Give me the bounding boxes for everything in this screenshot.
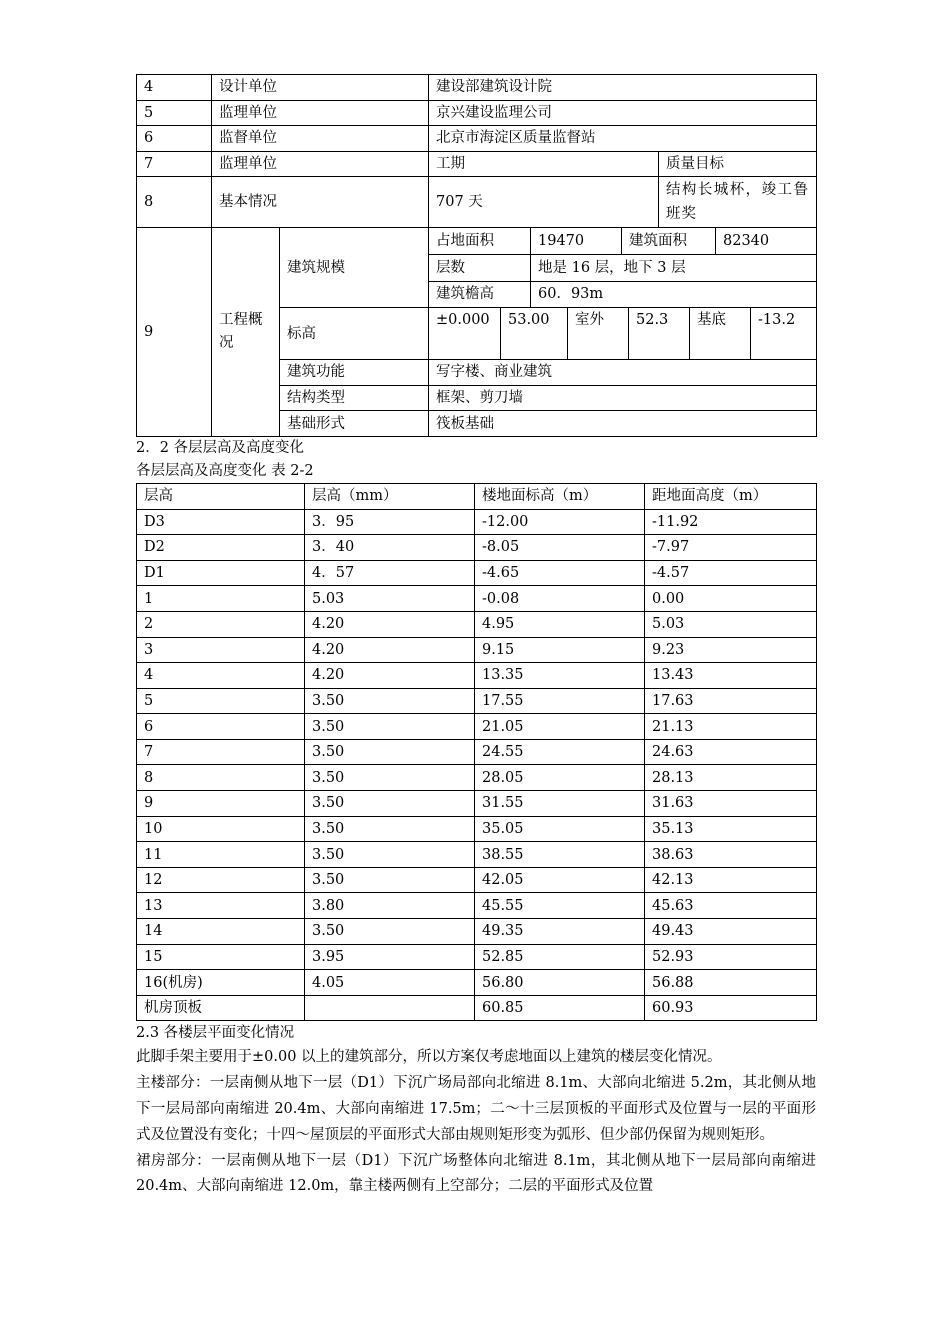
column-header: 层高（mm） xyxy=(305,483,475,509)
floor-height-table xyxy=(136,483,817,1021)
row-item: 监理单位 xyxy=(212,100,429,126)
table-cell: 5 xyxy=(137,688,305,714)
table-cell: 5.03 xyxy=(645,611,817,637)
table-cell: 4.20 xyxy=(305,663,475,689)
floors-value: 地是 16 层，地下 3 层 xyxy=(538,259,686,276)
build-area-value: 82340 xyxy=(723,233,770,250)
table-cell: 6 xyxy=(137,714,305,740)
table-cell: 17.63 xyxy=(645,688,817,714)
row-number: 4 xyxy=(137,75,212,101)
table-cell: 9.23 xyxy=(645,637,817,663)
table-cell: 16(机房) xyxy=(137,970,305,996)
table-cell: 24.55 xyxy=(475,739,645,765)
row-number: 7 xyxy=(137,151,212,177)
scale-label: 建筑规模 xyxy=(280,228,429,308)
function-label: 建筑功能 xyxy=(280,360,429,386)
table-caption: 各层层高及高度变化 表 2-2 xyxy=(136,462,314,479)
eave-value: 60．93m xyxy=(538,286,604,303)
column-header: 距地面高度（m） xyxy=(645,483,817,509)
zero-value: 53.00 xyxy=(501,308,568,359)
table-row xyxy=(137,893,817,919)
table-cell: 2 xyxy=(137,611,305,637)
table-row xyxy=(137,100,817,126)
floor-height-rows xyxy=(137,509,817,1021)
table-row xyxy=(137,560,817,586)
table-cell: -4.57 xyxy=(645,560,817,586)
table-cell: 4 xyxy=(137,663,305,689)
table-cell: 3.50 xyxy=(305,919,475,945)
table-row xyxy=(137,944,817,970)
base-label: 基底 xyxy=(690,308,751,359)
table-cell: 60.85 xyxy=(475,995,645,1021)
table-cell: 3.95 xyxy=(305,944,475,970)
table-row xyxy=(137,663,817,689)
table-cell: 10 xyxy=(137,816,305,842)
table-cell: 3.50 xyxy=(305,842,475,868)
land-area-value: 19470 xyxy=(531,228,622,254)
table-cell: 3.50 xyxy=(305,739,475,765)
table-cell: 38.63 xyxy=(645,842,817,868)
table-cell: 38.55 xyxy=(475,842,645,868)
row-value: 京兴建设监理公司 xyxy=(429,100,817,126)
row-number: 8 xyxy=(137,177,212,228)
table-cell: 35.05 xyxy=(475,816,645,842)
table-row xyxy=(137,151,817,177)
table-row xyxy=(137,714,817,740)
table-cell: 13.35 xyxy=(475,663,645,689)
row-value: 结构长城杯，竣工鲁班奖 xyxy=(659,177,817,228)
table-cell: 机房顶板 xyxy=(137,995,305,1021)
table-cell: D1 xyxy=(137,560,305,586)
table-cell: 3.50 xyxy=(305,688,475,714)
row-value: 北京市海淀区质量监督站 xyxy=(429,126,817,152)
outdoor-label: 室外 xyxy=(568,308,629,359)
table-cell: 11 xyxy=(137,842,305,868)
table-cell: 3.50 xyxy=(305,714,475,740)
foundation-value: 筏板基础 xyxy=(429,411,817,437)
table-cell xyxy=(305,995,475,1021)
row-number: 6 xyxy=(137,126,212,152)
table-cell: 3．95 xyxy=(305,509,475,535)
table-cell: 5.03 xyxy=(305,586,475,612)
table-cell: 3.50 xyxy=(305,816,475,842)
column-header: 楼地面标高（m） xyxy=(475,483,645,509)
build-area-label: 建筑面积 xyxy=(622,228,716,254)
table-cell: 3.50 xyxy=(305,867,475,893)
table-cell: 49.35 xyxy=(475,919,645,945)
section-heading: 2.3 各楼层平面变化情况 xyxy=(136,1025,295,1042)
row-number: 9 xyxy=(137,228,212,437)
table-cell: 9 xyxy=(137,791,305,817)
table-row xyxy=(137,637,817,663)
table-cell: 31.63 xyxy=(645,791,817,817)
outdoor-value: 52.3 xyxy=(629,308,690,359)
table-cell: 8 xyxy=(137,765,305,791)
table-cell: 42.05 xyxy=(475,867,645,893)
row-number: 5 xyxy=(137,100,212,126)
table-cell: 31.55 xyxy=(475,791,645,817)
table-cell: 1 xyxy=(137,586,305,612)
table-row xyxy=(137,995,817,1021)
base-value: -13.2 xyxy=(758,312,796,329)
table-row xyxy=(137,867,817,893)
table-cell: 45.55 xyxy=(475,893,645,919)
table-cell: 12 xyxy=(137,867,305,893)
elevation-label: 标高 xyxy=(280,308,429,360)
table-cell: 56.80 xyxy=(475,970,645,996)
land-area-label: 占地面积 xyxy=(429,228,531,254)
table-row xyxy=(137,765,817,791)
table-row xyxy=(137,126,817,152)
row-item: 设计单位 xyxy=(212,75,429,101)
table-cell: 13.43 xyxy=(645,663,817,689)
table-cell: -12.00 xyxy=(475,509,645,535)
table-cell: 4.05 xyxy=(305,970,475,996)
table-cell: 4.95 xyxy=(475,611,645,637)
table-cell: 24.63 xyxy=(645,739,817,765)
row-value: 质量目标 xyxy=(659,151,817,177)
paragraph: 此脚手架主要用于±0.00 以上的建筑部分，所以方案仅考虑地面以上建筑的楼层变化情况。 xyxy=(136,1049,722,1066)
structure-label: 结构类型 xyxy=(280,385,429,411)
zero-label: ±0.000 xyxy=(429,308,501,359)
table-cell: 3．40 xyxy=(305,535,475,561)
elevation-cell xyxy=(429,308,817,360)
table-cell: 21.05 xyxy=(475,714,645,740)
table-cell: 15 xyxy=(137,944,305,970)
table-cell: 49.43 xyxy=(645,919,817,945)
table-cell: 28.05 xyxy=(475,765,645,791)
column-header: 层高 xyxy=(137,483,305,509)
table-cell: 42.13 xyxy=(645,867,817,893)
table-cell: 3 xyxy=(137,637,305,663)
table-cell: -0.08 xyxy=(475,586,645,612)
table-cell: 21.13 xyxy=(645,714,817,740)
table-cell: 45.63 xyxy=(645,893,817,919)
document-page xyxy=(136,74,816,1200)
eave-cell xyxy=(429,281,817,308)
table-cell: 3.50 xyxy=(305,791,475,817)
table-cell: 35.13 xyxy=(645,816,817,842)
table-cell: 4．57 xyxy=(305,560,475,586)
table-cell: 14 xyxy=(137,919,305,945)
table-row xyxy=(137,586,817,612)
table-cell: 56.88 xyxy=(645,970,817,996)
eave-label: 建筑檐高 xyxy=(429,282,531,308)
table-cell: 4.20 xyxy=(305,637,475,663)
table-cell: 9.15 xyxy=(475,637,645,663)
table-cell: 3.80 xyxy=(305,893,475,919)
table-row xyxy=(137,611,817,637)
table-row xyxy=(137,970,817,996)
project-info-table xyxy=(136,74,817,437)
row-value: 工期 xyxy=(429,151,659,177)
row-value: 建设部建筑设计院 xyxy=(429,75,817,101)
table-cell: 52.85 xyxy=(475,944,645,970)
table-cell: 4.20 xyxy=(305,611,475,637)
foundation-label: 基础形式 xyxy=(280,411,429,437)
table-row xyxy=(137,509,817,535)
table-cell: -8.05 xyxy=(475,535,645,561)
section-heading: 2．2 各层层高及高度变化 xyxy=(136,439,305,456)
table-row xyxy=(137,688,817,714)
floors-cell xyxy=(429,254,817,281)
table-cell: 3.50 xyxy=(305,765,475,791)
row-item: 监督单位 xyxy=(212,126,429,152)
table-cell: 0.00 xyxy=(645,586,817,612)
table-row xyxy=(137,739,817,765)
table-cell: 28.13 xyxy=(645,765,817,791)
table-cell: 17.55 xyxy=(475,688,645,714)
table-cell: D3 xyxy=(137,509,305,535)
table-row xyxy=(137,791,817,817)
table-cell: 60.93 xyxy=(645,995,817,1021)
table-cell: 7 xyxy=(137,739,305,765)
table-cell: 13 xyxy=(137,893,305,919)
paragraph: 主楼部分：一层南侧从地下一层（D1）下沉广场局部向北缩进 8.1m、大部向北缩进 5.2m，其北侧从地下一层局部向南缩进 20.4m、大部向南缩进 17.5m；二～十三层顶板的平面形式及位置与一层的平面形式及位置没有变化；十四～屋顶层的平面形式大部由规则矩形变为弧形、但少部仍保留为规则矩形。 xyxy=(136,1075,816,1143)
row-item: 基本情况 xyxy=(212,177,429,228)
row-item: 监理单位 xyxy=(212,151,429,177)
structure-value: 框架、剪刀墙 xyxy=(429,385,817,411)
table-cell: -4.65 xyxy=(475,560,645,586)
table-cell: -11.92 xyxy=(645,509,817,535)
function-value: 写字楼、商业建筑 xyxy=(429,360,817,386)
table-row xyxy=(137,842,817,868)
paragraph: 裙房部分：一层南侧从地下一层（D1）下沉广场整体向北缩进 8.1m，其北侧从地下一层局部向南缩进 20.4m、大部向南缩进 12.0m，靠主楼两侧有上空部分；二层的平面形式及位置 xyxy=(136,1152,816,1195)
table-row xyxy=(137,75,817,101)
table-row xyxy=(137,228,817,255)
table-header-row xyxy=(137,483,817,509)
table-row xyxy=(137,816,817,842)
table-row xyxy=(137,919,817,945)
table-cell: 52.93 xyxy=(645,944,817,970)
floors-label: 层数 xyxy=(429,255,531,281)
scale-area-cell xyxy=(429,228,817,255)
table-cell: -7.97 xyxy=(645,535,817,561)
table-cell: D2 xyxy=(137,535,305,561)
table-row xyxy=(137,177,817,228)
row-value: 707 天 xyxy=(429,177,659,228)
row-item: 工程概况 xyxy=(212,228,280,437)
table-row xyxy=(137,535,817,561)
